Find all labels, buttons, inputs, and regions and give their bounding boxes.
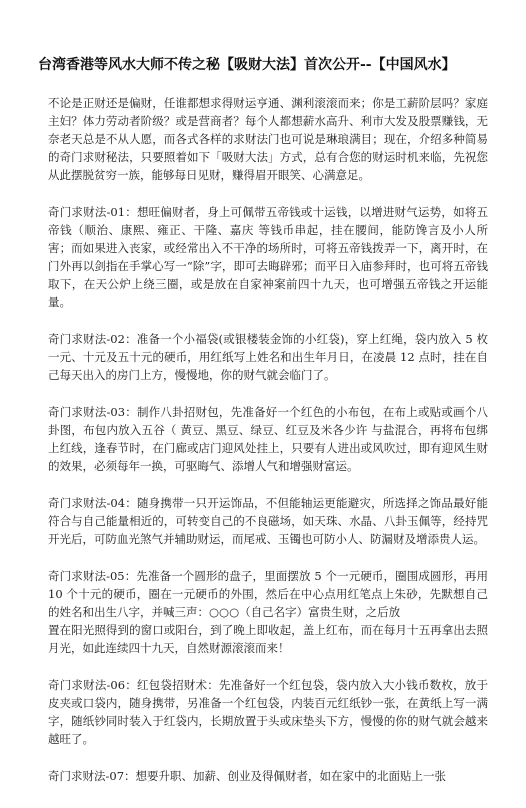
paragraph-method-05-continued: 置在阳光照得到的窗口或阳台，到了晚上即收起，盖上红布，而在每月十五再拿出去照月光，如此连续四十九天，自然财源滚滚而来！ (48, 623, 488, 655)
paragraph-method-01: 奇门求财法-01：想旺偏财者，身上可佩带五帝钱或十运钱，以增进财气运势，如将五帝钱（顺治、康熙、雍正、干隆、嘉庆 等钱币串起，挂在腰间，能防馋言及小人所害；而如果进入丧家，或经常出入不干净的场所时，可将五帝钱拨弄一下，离开时，在门外再以剑指在手掌心写一“除”字，即可去晦辟邪；而平日入庙参拜时，也可将五帝钱取下，在天公炉上绕三圈，或是放在自家神案前四十九天，也可增强五帝钱之开运能量。 (48, 205, 488, 309)
paragraph-intro: 不论是正财还是偏财，任谁都想求得财运亨通、渊利滚滚而来；你是工薪阶层吗？家庭主妇？体力劳动者阶级？或是营商者？每个人都想薪水高升、利市大发及股票赚钱，无奈老天总是不从人愿，而各式各样的求财法门也可说是琳琅满目；现在，介绍多种简易的奇门求财秘法，只要照着如下「吸财大法」方式，总有合您的财运时机来临，先祝您从此摆脱贫穷一族，能够每日见财，赚得眉开眼笑、心满意足。 (48, 96, 488, 182)
paragraph-method-03: 奇门求财法-03：制作八卦招财包，先准备好一个红色的小布包，在布上或贴或画个八卦图，布包内放入五谷（ 黄豆、黑豆、绿豆、红豆及米各少许 与盐混合，再将布包绑上红线，逢春节时，在门廊或店门迎风处挂上，只要有人进出或风吹过，即有迎风生财的效果，必须每年一换，可驱晦气、添增人气和增强财富运。 (48, 405, 488, 473)
paragraph-method-07: 奇门求财法-07：想要升职、加薪、创业及得佩财者，如在家中的北面贴上一张 (48, 769, 447, 783)
document-title: 台湾香港等风水大师不传之秘【吸财大法】首次公开--【中国风水】 (38, 57, 456, 73)
document-body (48, 94, 488, 804)
paragraph-method-04: 奇门求财法-04：随身携带一只开运饰品，不但能轴运更能避灾，所选择之饰品最好能符合与自己能量相近的，可转变自己的不良磁场，如天珠、水晶、八卦玉佩等，经持咒开光后，可防血光煞气并辅助财运，而尾戒、玉镯也可防小人、防漏财及增添贵人运。 (48, 496, 488, 546)
paragraph-method-02: 奇门求财法-02：准备一个小福袋(或银楼装金饰的小红袋)，穿上红绳，袋内放入 5 枚一元、十元及五十元的硬币，用红纸写上姓名和出生年月日，在凌晨 12 点时，挂在自己每天出入的房门上方，慢慢地，你的财气就会临门了。 (48, 332, 488, 382)
paragraph-method-06: 奇门求财法-06：红包袋招财术：先准备好一个红包袋，袋内放入大小钱币数枚，放于皮夹或口袋内，随身携带，另准备一个红包袋，内装百元红纸钞一张，在黄纸上写一满字，随纸钞同时装入于红袋内，长期放置于头或床垫头下方，慢慢的你的财气就会越来越旺了。 (48, 678, 488, 746)
paragraph-method-05: 奇门求财法-05：先准备一个圆形的盘子，里面摆放 5 个一元硬币，圈围成圆形，再用 10 个十元的硬币，圈在一元硬币的外围，然后在中心点用红笔点上朱砂，先默想自己的姓名和出生八字，并喊三声：○○○（自己名字）富贵生财，之后放 (48, 569, 488, 619)
